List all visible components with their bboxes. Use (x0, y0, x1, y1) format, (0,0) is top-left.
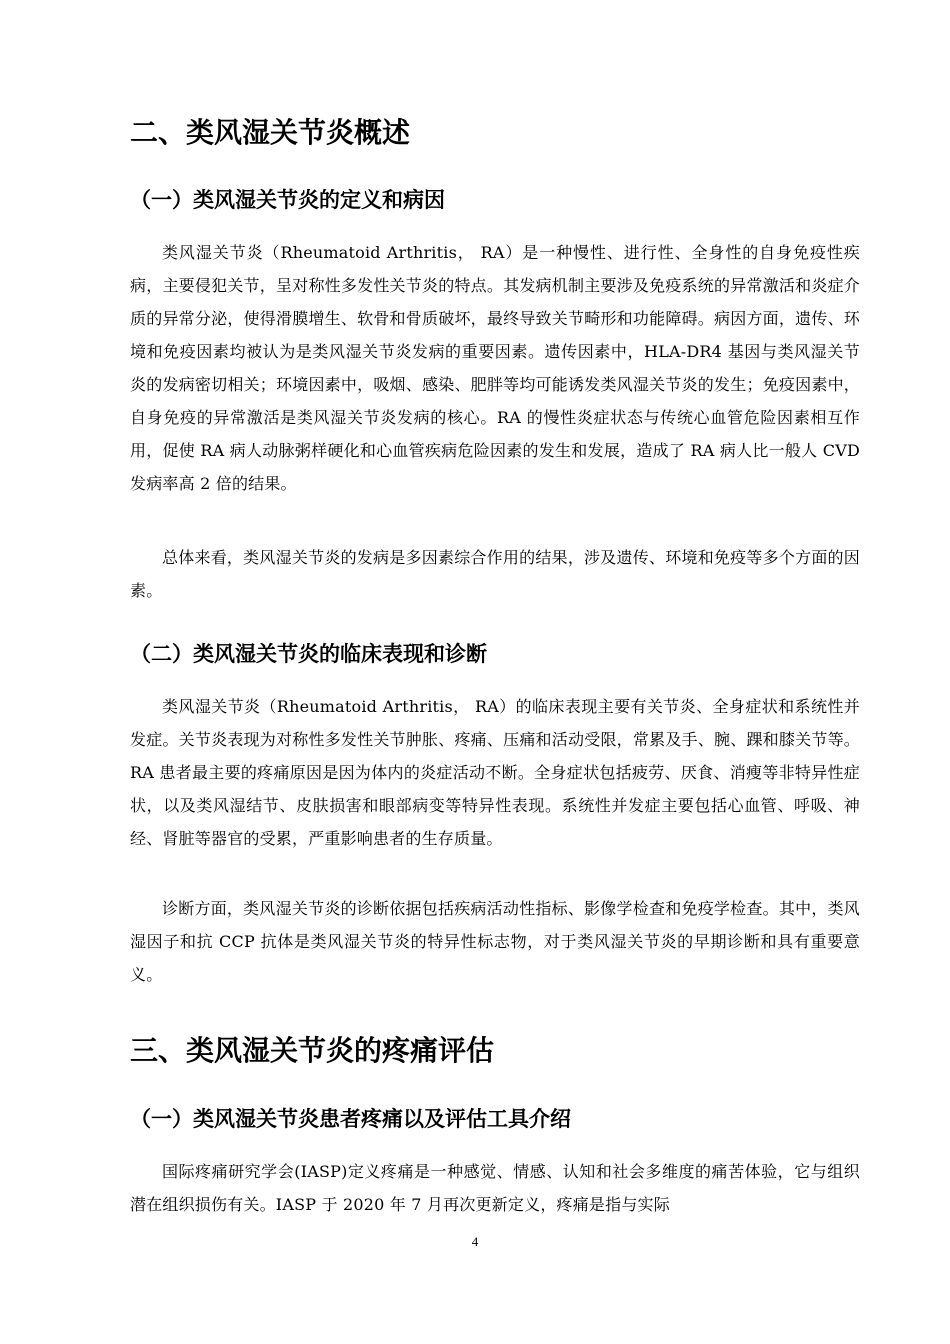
subsection-heading-clinical: （二）类风湿关节炎的临床表现和诊断 (130, 642, 487, 666)
section-heading-pain-assessment: 三、类风湿关节炎的疼痛评估 (130, 1034, 495, 1067)
paragraph-summary: 总体来看，类风湿关节炎的发病是多因素综合作用的结果，涉及遗传、环境和免疫等多个方面的因素。 (130, 548, 860, 600)
section-heading-overview: 二、类风湿关节炎概述 (130, 116, 411, 149)
page-number: 4 (471, 1234, 479, 1249)
paragraph-diagnosis: 诊断方面，类风湿关节炎的诊断依据包括疾病活动性指标、影像学检查和免疫学检查。其中，类风湿因子和抗 CCP 抗体是类风湿关节炎的特异性标志物，对于类风湿关节炎的早期诊断和具有重要意义。 (130, 899, 860, 984)
subsection-heading-pain-tools: （一）类风湿关节炎患者疼痛以及评估工具介绍 (130, 1107, 571, 1131)
paragraph-clinical-manifestations: 类风湿关节炎（Rheumatoid Arthritis， RA）的临床表现主要有关节炎、全身症状和系统性并发症。关节炎表现为对称性多发性关节肿胀、疼痛、压痛和活动受限，常累及手、腕、踝和膝关节等。RA 患者最主要的疼痛原因是因为体内的炎症活动不断。全身症状包括疲劳、厌食、消瘦等非特异性症状，以及类风湿结节、皮肤损害和眼部病变等特异性表现。系统性并发症主要包括心血管、呼吸、神经、肾脏等器官的受累，严重影响患者的生存质量。 (130, 697, 860, 848)
subsection-heading-definition: （一）类风湿关节炎的定义和病因 (130, 188, 445, 212)
paragraph-pain-definition: 国际疼痛研究学会(IASP)定义疼痛是一种感觉、情感、认知和社会多维度的痛苦体验，它与组织潜在组织损伤有关。IASP 于 2020 年 7 月再次更新定义，疼痛是指与实际 (130, 1162, 860, 1214)
paragraph-definition-causes: 类风湿关节炎（Rheumatoid Arthritis， RA）是一种慢性、进行性、全身性的自身免疫性疾病，主要侵犯关节，呈对称性多发性关节炎的特点。其发病机制主要涉及免疫系统的异常激活和炎症介质的异常分泌，使得滑膜增生、软骨和骨质破坏，最终导致关节畸形和功能障碍。病因方面，遗传、环境和免疫因素均被认为是类风湿关节炎发病的重要因素。遗传因素中，HLA-DR4 基因与类风湿关节炎的发病密切相关；环境因素中，吸烟、感染、肥胖等均可能诱发类风湿关节炎的发生；免疫因素中，自身免疫的异常激活是类风湿关节炎发病的核心。RA 的慢性炎症状态与传统心血管危险因素相互作用，促使 RA 病人动脉粥样硬化和心血管疾病危险因素的发生和发展，造成了 RA 病人比一般人 CVD 发病率高 2 倍的结果。 (130, 243, 860, 493)
